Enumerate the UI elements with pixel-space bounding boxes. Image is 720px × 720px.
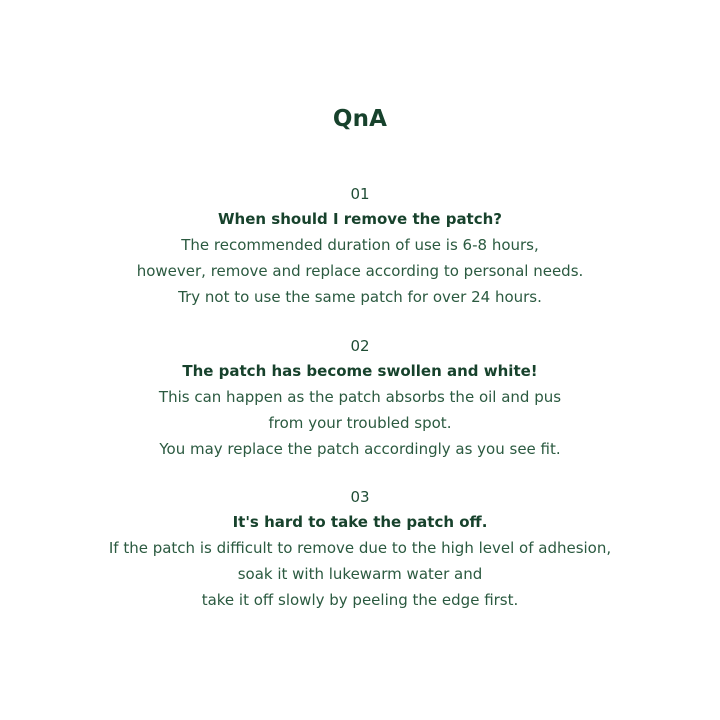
- question-text: When should I remove the patch?: [217, 210, 503, 228]
- answer-line: Try not to use the same patch for over 24 hours.: [178, 288, 542, 306]
- question-number: 02: [350, 337, 370, 355]
- question-number: 03: [350, 488, 370, 506]
- question-text: It's hard to take the patch off.: [232, 513, 488, 531]
- question-number: 01: [350, 185, 370, 203]
- answer-line: You may replace the patch accordingly as you see fit.: [159, 440, 561, 458]
- answer-line: If the patch is difficult to remove due to the high level of adhesion,: [108, 539, 612, 557]
- qna-item: [0, 485, 720, 613]
- answer-line: take it off slowly by peeling the edge first.: [201, 591, 519, 609]
- answer-line: however, remove and replace according to personal needs.: [136, 262, 584, 280]
- page-title: QnA: [332, 106, 388, 132]
- question-text: The patch has become swollen and white!: [182, 362, 538, 380]
- answer-line: from your troubled spot.: [268, 414, 452, 432]
- answer-line: This can happen as the patch absorbs the oil and pus: [158, 388, 562, 406]
- answer-line: The recommended duration of use is 6-8 hours,: [181, 236, 539, 254]
- answer-line: soak it with lukewarm water and: [237, 565, 483, 583]
- qna-item: [0, 334, 720, 462]
- qna-item: [0, 182, 720, 310]
